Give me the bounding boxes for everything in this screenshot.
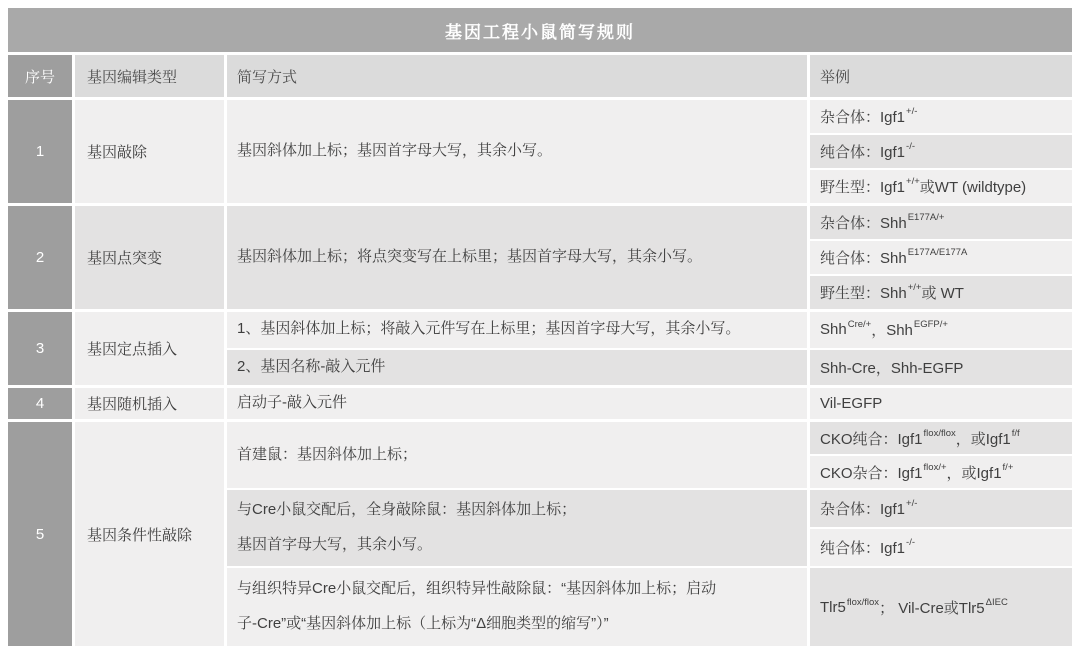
superscript-allele: flox/flox	[923, 427, 956, 439]
example-cell	[810, 388, 1072, 419]
superscript-allele: Cre/+	[847, 319, 872, 331]
rule-block	[227, 350, 1072, 386]
header-cell-type: 基因编辑类型	[75, 55, 224, 97]
row-number-cell: 2	[8, 206, 72, 309]
example-cell	[810, 350, 1072, 386]
table-row	[8, 422, 1072, 646]
examples-column	[810, 388, 1072, 419]
example-cell	[810, 529, 1072, 566]
example-cell	[810, 241, 1072, 274]
rules-table	[8, 8, 1072, 646]
example-text: 野生型：Shh	[820, 285, 907, 302]
rule-block	[227, 568, 1072, 646]
example-cell	[810, 100, 1072, 133]
examples-column	[810, 312, 1072, 348]
example-text: 杂合体：Shh	[820, 215, 907, 232]
example-text: 纯合体：Igf1	[820, 144, 906, 161]
example-cell	[810, 312, 1072, 348]
method-line: 2、基因名称-敲入元件	[237, 357, 386, 375]
example-text: Shh	[820, 321, 847, 339]
row-content	[227, 100, 1072, 203]
examples-column	[810, 422, 1072, 488]
rule-block	[227, 388, 1072, 419]
edit-type-cell: 基因条件性敲除	[75, 422, 224, 646]
example-text: CKO纯合：Igf1	[820, 430, 923, 448]
row-content	[227, 206, 1072, 309]
examples-column	[810, 568, 1072, 646]
rule-block	[227, 206, 1072, 309]
superscript-allele: E177A/E177A	[907, 247, 968, 258]
example-text: 或 WT	[921, 285, 964, 302]
row-number-cell: 3	[8, 312, 72, 385]
rule-block	[227, 490, 1072, 566]
table-row	[8, 388, 1072, 419]
table-header-row	[8, 55, 1072, 97]
rule-block	[227, 100, 1072, 203]
row-number-cell: 5	[8, 422, 72, 646]
example-text: Vil-EGFP	[820, 395, 883, 412]
example-text: 或WT (wildtype)	[919, 179, 1027, 196]
method-cell	[227, 490, 807, 566]
method-line: 子-Cre”或“基因斜体加上标（上标为“Δ细胞类型的缩写”）”	[237, 615, 609, 632]
example-text: 纯合体：Shh	[820, 250, 907, 267]
edit-type-cell: 基因敲除	[75, 100, 224, 203]
method-line: 启动子-敲入元件	[237, 394, 347, 412]
example-text: ，或Igf1	[955, 430, 1011, 448]
row-content	[227, 312, 1072, 385]
example-cell	[810, 490, 1072, 527]
table-row	[8, 100, 1072, 203]
example-cell	[810, 206, 1072, 239]
method-cell	[227, 388, 807, 419]
method-line: 1、基因斜体加上标；将敲入元件写在上标里；基因首字母大写，其余小写。	[237, 320, 741, 338]
method-line: 与Cre小鼠交配后，全身敲除鼠：基因斜体加上标；	[237, 501, 577, 519]
row-content	[227, 388, 1072, 419]
example-text: CKO杂合：Igf1	[820, 464, 923, 482]
row-number-cell: 1	[8, 100, 72, 203]
example-text: ，Shh	[871, 322, 913, 340]
superscript-allele: E177A/+	[907, 212, 945, 223]
superscript-allele: ΔIEC	[985, 596, 1008, 608]
examples-column	[810, 100, 1072, 203]
header-cell-example: 举例	[810, 55, 1072, 97]
superscript-allele: f/+	[1002, 461, 1014, 473]
example-text: 纯合体：Igf1	[820, 540, 906, 557]
example-cell	[810, 568, 1072, 646]
rule-block	[227, 312, 1072, 348]
method-cell	[227, 312, 807, 348]
example-cell	[810, 276, 1072, 309]
superscript-allele: -/-	[906, 537, 915, 548]
table-title: 基因工程小鼠简写规则	[8, 8, 1072, 52]
example-cell	[810, 422, 1072, 454]
example-text: 杂合体：Igf1	[820, 501, 906, 518]
superscript-allele: +/-	[906, 498, 918, 509]
example-cell	[810, 135, 1072, 168]
example-text: ； Vil-Cre或Tlr5	[879, 599, 985, 617]
method-line: 基因斜体加上标；将点突变写在上标里；基因首字母大写，其余小写。	[237, 248, 703, 266]
superscript-allele: f/f	[1011, 427, 1020, 439]
example-text: 野生型：Igf1	[820, 179, 906, 196]
example-text: Shh-Cre，Shh-EGFP	[820, 359, 964, 377]
edit-type-cell: 基因定点插入	[75, 312, 224, 385]
superscript-allele: flox/flox	[846, 596, 880, 608]
method-line: 基因斜体加上标；基因首字母大写，其余小写。	[237, 142, 553, 160]
example-cell	[810, 456, 1072, 488]
method-line: 基因首字母大写，其余小写。	[237, 536, 433, 553]
examples-column	[810, 206, 1072, 309]
header-cell-no: 序号	[8, 55, 72, 97]
method-cell	[227, 206, 807, 309]
example-text: 杂合体：Igf1	[820, 109, 906, 126]
row-content	[227, 422, 1072, 646]
method-cell	[227, 568, 807, 646]
examples-column	[810, 490, 1072, 566]
edit-type-cell: 基因点突变	[75, 206, 224, 309]
superscript-allele: +/+	[907, 282, 922, 293]
table-row	[8, 312, 1072, 385]
examples-column	[810, 350, 1072, 386]
table-body	[8, 100, 1072, 646]
method-line: 与组织特异Cre小鼠交配后，组织特异性敲除鼠：“基因斜体加上标；启动	[237, 580, 717, 598]
row-number-cell: 4	[8, 388, 72, 419]
superscript-allele: flox/+	[923, 461, 947, 473]
method-cell	[227, 422, 807, 488]
header-cell-method: 简写方式	[227, 55, 807, 97]
method-cell	[227, 100, 807, 203]
example-text: Tlr5	[820, 598, 846, 616]
edit-type-cell: 基因随机插入	[75, 388, 224, 419]
superscript-allele: +/+	[906, 176, 920, 187]
table-row	[8, 206, 1072, 309]
superscript-allele: +/-	[906, 106, 918, 117]
rule-block	[227, 422, 1072, 488]
method-line: 首建鼠：基因斜体加上标；	[237, 445, 418, 463]
superscript-allele: -/-	[906, 141, 915, 152]
example-cell	[810, 170, 1072, 203]
example-text: ，或Igf1	[946, 464, 1002, 482]
method-cell	[227, 350, 807, 386]
superscript-allele: EGFP/+	[913, 319, 948, 331]
